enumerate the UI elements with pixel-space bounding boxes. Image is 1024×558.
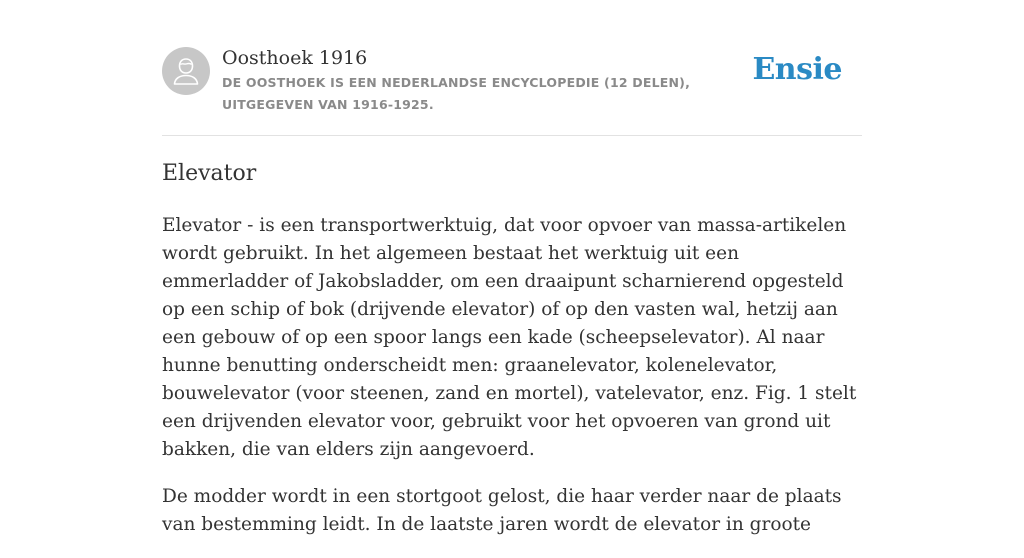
article-paragraph: Elevator - is een transportwerktuig, dat voor opvoer van massa-artikelen wordt gebruikt. In het algemeen bestaat het werktuig uit een emmerladder of Jakobsladder, om een draaipunt scharnierend opgesteld op een schip of bok (drijvende elevator) of op den vasten wal, hetzij aan een gebouw of op een spoor langs een kade (scheepselevator). Al naar hunne benutting onderscheidt men: graanelevator, kolenelevator, bouwelevator (voor steenen, zand en mortel), vatelevator, enz. Fig. 1 stelt een drijvenden elevator voor, gebruikt voor het opvoeren van grond uit bakken, die van elders zijn aangevoerd. — [162, 215, 857, 460]
header-divider — [162, 135, 862, 136]
user-avatar-icon — [171, 56, 201, 86]
author-name[interactable]: Oosthoek 1916 — [222, 47, 368, 69]
author-description: DE OOSTHOEK IS EEN NEDERLANDSE ENCYCLOPEDIE (12 DELEN), UITGEGEVEN VAN 1916-1925. — [222, 75, 691, 112]
author-header — [162, 46, 862, 136]
ensie-logo[interactable]: Ensie — [752, 52, 842, 87]
article-paragraph: De modder wordt in een stortgoot gelost, die haar verder naar de plaats van bestemming leidt. In de laatste jaren wordt de elevator in groote — [162, 486, 842, 535]
avatar[interactable] — [162, 47, 210, 95]
article-body — [162, 212, 862, 558]
article-title: Elevator — [162, 161, 257, 186]
